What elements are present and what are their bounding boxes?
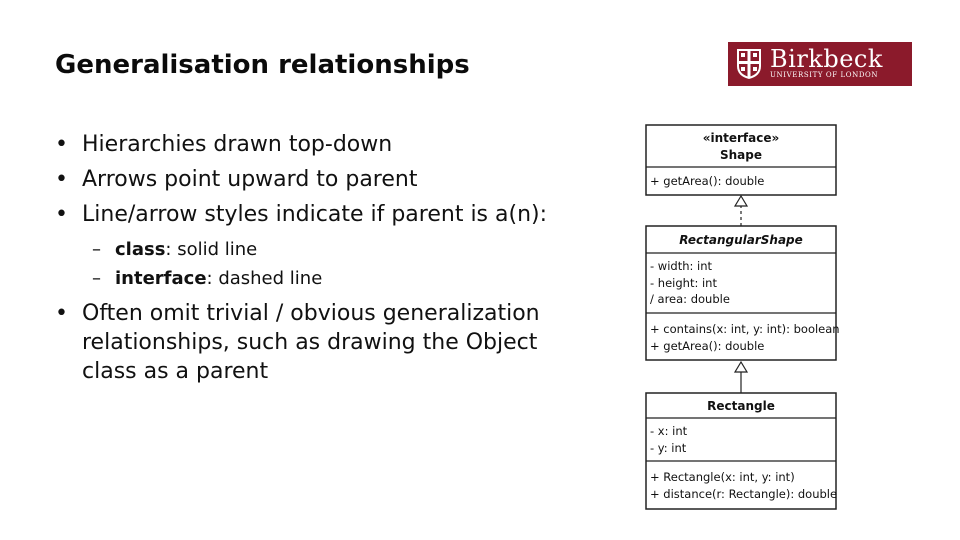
class-field: - width: int <box>650 259 713 273</box>
class-name: Shape <box>719 148 763 162</box>
bullet-text: Line/arrow styles indicate if parent is a(n): <box>82 202 548 227</box>
sub-bullet-keyword: class <box>115 239 166 260</box>
realization-arrow <box>735 196 747 226</box>
class-field: - x: int <box>650 424 688 438</box>
uml-class-rectangularshape <box>646 226 840 360</box>
sub-bullet-item: – class: solid line <box>92 239 258 260</box>
class-stereotype: «interface» <box>702 131 780 145</box>
class-method: + contains(x: int, y: int): boolean <box>650 322 840 336</box>
sub-bullet-text: : solid line <box>165 239 258 260</box>
class-field: / area: double <box>650 292 730 306</box>
generalization-arrow <box>735 362 747 393</box>
class-name: RectangularShape <box>679 233 803 247</box>
class-method: + Rectangle(x: int, y: int) <box>650 470 795 484</box>
class-field: - height: int <box>650 276 717 290</box>
class-name: Rectangle <box>707 399 775 413</box>
class-method: + getArea(): double <box>650 174 765 188</box>
class-field: - y: int <box>650 441 687 455</box>
bullet-item: • Arrows point upward to parent <box>55 165 565 194</box>
logo-subtitle: UNIVERSITY OF LONDON <box>770 71 879 79</box>
sub-bullet-keyword: interface <box>115 268 207 289</box>
sub-bullet-text: : dashed line <box>206 268 323 289</box>
uml-class-rectangle <box>646 393 837 509</box>
logo-name: Birkbeck <box>770 45 883 73</box>
class-method: + getArea(): double <box>650 339 765 353</box>
uml-class-shape <box>646 125 836 195</box>
sub-bullet-item: – interface: dashed line <box>92 268 323 289</box>
slide-title: Generalisation relationships <box>55 50 470 80</box>
bullet-item: • Hierarchies drawn top-down <box>55 130 565 159</box>
class-method: + distance(r: Rectangle): double <box>650 487 838 501</box>
bullet-item: • Often omit trivial / obvious generalization relationships, such as drawing the Object class as a parent <box>55 299 565 386</box>
